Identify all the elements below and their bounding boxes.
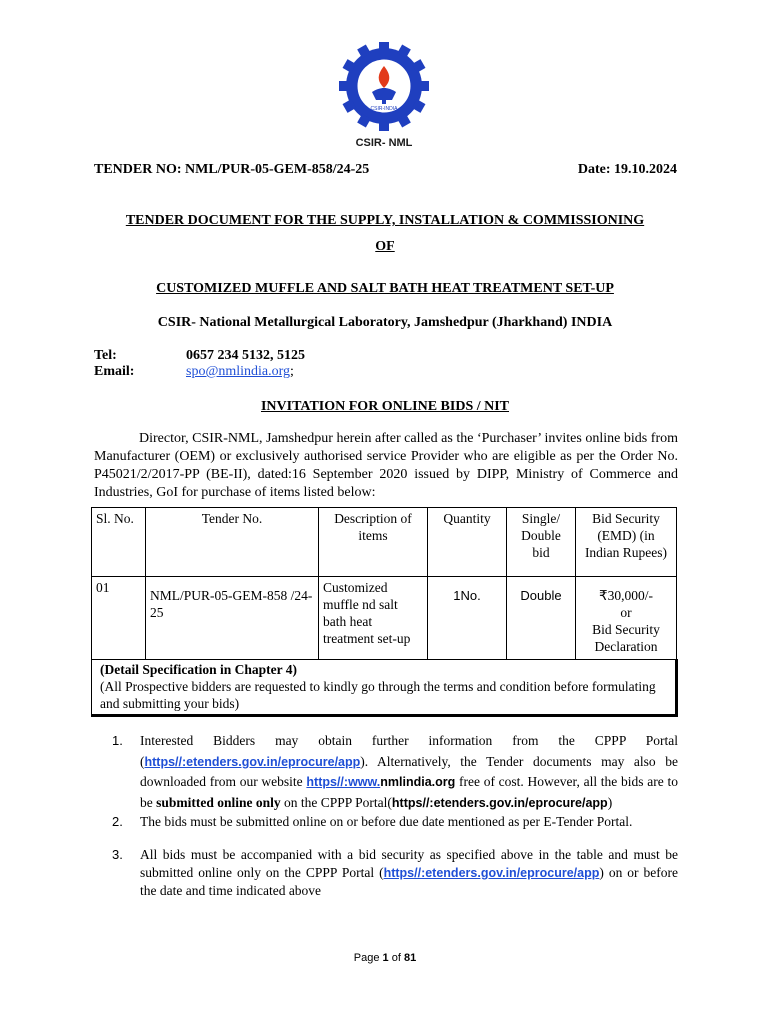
footer-current-page: 1: [382, 952, 389, 964]
item1-text-a: Interested Bidders may obtain further information from the CPPP Portal (: [140, 733, 678, 769]
cell-sl: 01: [92, 577, 146, 660]
list-item: [112, 813, 678, 830]
item3-text-a: All bids must be accompanied with a bid security as specified above in the table and must be submitted online only on the CPPP Portal (: [140, 847, 678, 880]
header-tender-no: Tender No.: [146, 508, 319, 577]
item1-text-d: on the CPPP Portal(: [280, 794, 392, 810]
list-number: 2.: [112, 814, 123, 829]
emd-declaration: Bid Security Declaration: [592, 622, 660, 654]
note-text: (All Prospective bidders are requested to kindly go through the terms and condition before formulating and submitting your bids): [100, 679, 656, 711]
table-header-row: [92, 508, 677, 577]
website-link-prefix[interactable]: https//:www.: [306, 775, 381, 789]
logo-ring-text: CSIR-INDIA: [370, 106, 398, 112]
item1-text-e: ): [607, 794, 613, 810]
header-description: Description of items: [319, 508, 428, 577]
cppp-portal-link[interactable]: https//:etenders.gov.in/eprocure/app: [144, 754, 361, 769]
header-bid-type: Single/ Double bid: [507, 508, 576, 577]
header-emd: Bid Security (EMD) (in Indian Rupees): [576, 508, 677, 577]
emd-or: or: [620, 605, 632, 620]
table-row: [92, 577, 677, 660]
cppp-portal-link-3[interactable]: https//:etenders.gov.in/eprocure/app: [383, 866, 600, 880]
nit-paragraph: Director, CSIR-NML, Jamshedpur herein after called as the ‘Purchaser’ invites online bids from Manufacturer (OEM) or exclusively authorised service Provider who are eligible as per the Order No. P45021/2/2017-PP (BE-II), dated:16 September 2020 issued by DIPP, Ministry of Commerce and Industries, GoI for purchase of items listed below:: [94, 431, 678, 500]
list-number: 3.: [112, 847, 123, 862]
logo-label: CSIR- NML: [355, 137, 413, 149]
nit-heading: INVITATION FOR ONLINE BIDS / NIT: [260, 399, 510, 414]
cell-quantity: 1No.: [428, 577, 507, 660]
document-title-line3: CUSTOMIZED MUFFLE AND SALT BATH HEAT TREATMENT SET-UP: [156, 281, 614, 296]
footer-page-word: Page: [353, 952, 383, 964]
item1-text-c: free of cost. However, all the bids are to be: [140, 774, 678, 810]
tender-date: Date: 19.10.2024: [577, 162, 677, 177]
tender-number: TENDER NO: NML/PUR-05-GEM-858/24-25: [94, 162, 370, 177]
list-item: [112, 731, 678, 813]
cell-bid-type: Double: [507, 577, 576, 660]
emd-amount: ₹30,000/-: [599, 588, 653, 603]
item2-text: The bids must be submitted online on or before due date mentioned as per E-Tender Portal.: [140, 814, 633, 829]
footer-of: of: [388, 952, 404, 964]
note-bold: (Detail Specification in Chapter 4): [100, 662, 297, 677]
nit-paragraph-block: [94, 430, 678, 502]
email-suffix: ;: [290, 364, 294, 379]
page-footer: [0, 952, 770, 964]
tender-items-table: [91, 507, 678, 717]
header-quantity: Quantity: [428, 508, 507, 577]
email-label: Email:: [94, 364, 135, 379]
csir-nml-logo: [335, 42, 433, 148]
numbered-list: [112, 731, 678, 900]
cell-tender-no: NML/PUR-05-GEM-858 /24-25: [146, 577, 319, 660]
table-note: [92, 660, 677, 716]
item1-bold: submitted online only: [156, 794, 281, 810]
website-link-domain[interactable]: nmlindia.org: [380, 775, 456, 789]
footer-total-pages: 81: [403, 952, 417, 964]
cell-emd: [576, 577, 677, 660]
list-item: [112, 846, 678, 900]
organization-name: CSIR- National Metallurgical Laboratory, Jamshedpur (Jharkhand) INDIA: [157, 315, 613, 330]
table-note-row: [92, 660, 677, 716]
email-link[interactable]: spo@nmlindia.org: [186, 364, 291, 379]
header-sl: Sl. No.: [92, 508, 146, 577]
document-title-line1: TENDER DOCUMENT FOR THE SUPPLY, INSTALLATION & COMMISSIONING: [125, 213, 645, 228]
item3-text-b: ) on or before the date and time indicated above: [140, 865, 678, 898]
csir-nml-gear-emblem-icon: [335, 42, 433, 134]
cppp-portal-link-2[interactable]: https//:etenders.gov.in/eprocure/app: [391, 795, 608, 810]
list-number: 1.: [112, 733, 123, 748]
tel-value: 0657 234 5132, 5125: [186, 348, 305, 363]
tel-label: Tel:: [94, 348, 117, 363]
document-title-line2: OF: [375, 239, 395, 254]
email-line: [186, 364, 294, 380]
cell-description: Customized muffle nd salt bath heat treatment set-up: [319, 577, 428, 660]
item1-text-b: ). Alternatively, the Tender documents may also be downloaded from our website: [140, 753, 678, 789]
